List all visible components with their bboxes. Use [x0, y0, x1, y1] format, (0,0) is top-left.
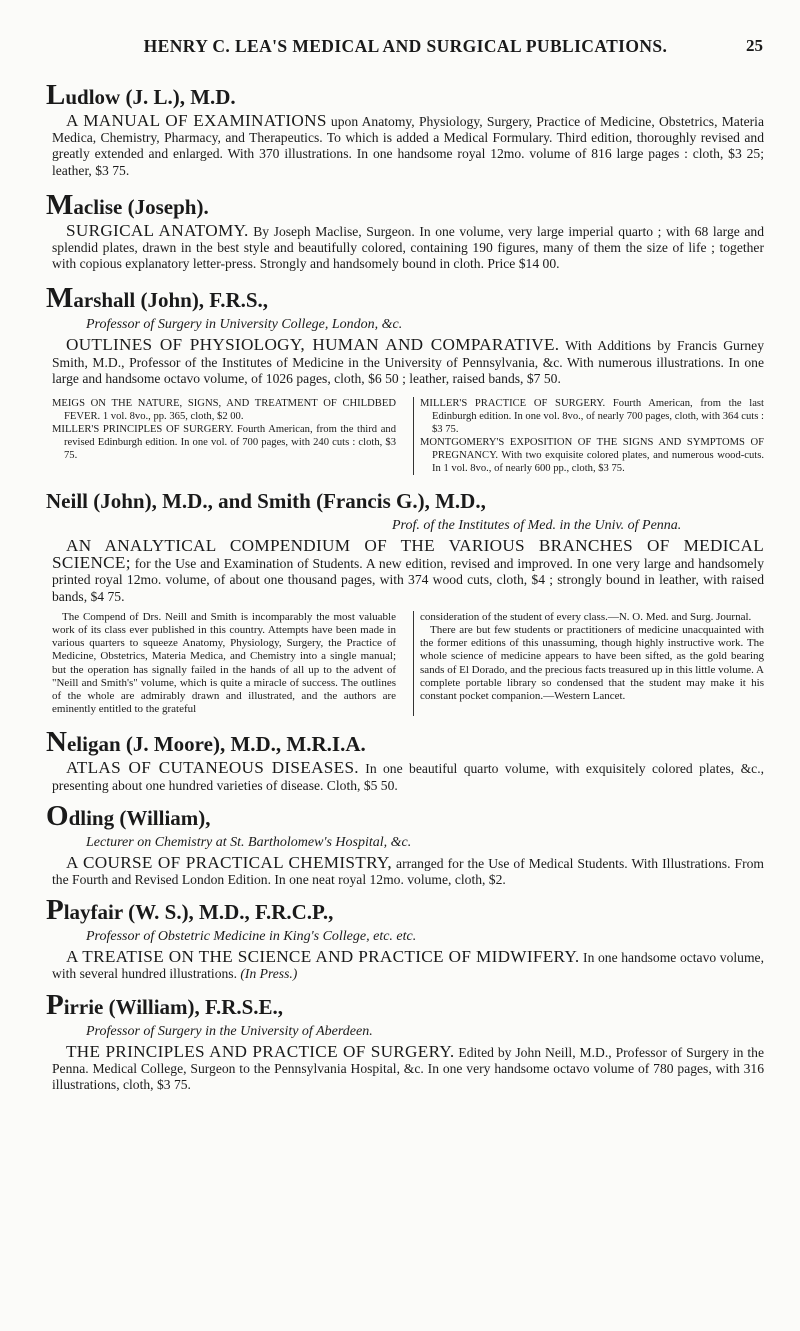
review-left: [52, 611, 404, 717]
book-description: [52, 337, 764, 387]
author-name: dling (William),: [68, 805, 211, 830]
author-name: udlow (J. L.), M.D.: [65, 85, 236, 109]
running-head: [48, 36, 763, 62]
author-name: eligan (J. Moore), M.D., M.R.I.A.: [66, 732, 366, 757]
author-heading: [46, 79, 764, 111]
entry-neill-smith: [46, 489, 764, 716]
book-details: upon Anatomy, Physiology, Surgery, Practice of Medicine, Obstetrics, Materia Medica, Chemistry, Pharmacy, and Therapeutics. To which is added a Medical Formulary. Third edition, thoroughly revised and greatly extended and enlarged. With 370 illustrations. In one handsome royal 12mo. volume of 816 large pages : cloth, $3 25; leather, $3 75.: [52, 114, 764, 178]
author-initial: P: [46, 988, 64, 1021]
short-listings-right: [413, 397, 764, 475]
author-name: arshall (John), F.R.S.,: [73, 288, 269, 313]
catalogue-content: [46, 79, 764, 1093]
listing-item: MILLER'S PRINCIPLES OF SURGERY. Fourth American, from the third and revised Edinburgh edition. In one vol. of 700 pages, with 240 cuts : cloth, $3 75.: [52, 424, 396, 462]
book-title: A MANUAL OF EXAMINATIONS: [66, 111, 327, 130]
review-text: There are but few students or practitioners of medicine unacquainted with the former editions of this unassuming, though highly instructive work. The whole science of medicine appears to have been sifted, as the gold bearing sands of El Dorado, and the precious facts treasured up in this little volume. A complete portable library so condensed that the student may make it his constant pocket companion.—Western Lancet.: [420, 624, 764, 703]
author-initial: N: [46, 726, 67, 759]
book-details: arranged for the Use of Medical Students. With Illustrations. From the Fourth and Revised London Edition. In one neat royal 12mo. volume, cloth, $2.: [52, 855, 764, 888]
book-details: Edited by John Neill, M.D., Professor of Surgery in the Penna. Medical College, Surgeon to the Pennsylvania Hospital, &c. In one very handsome octavo volume of 780 pages, with 316 illustrations, cloth, $3 75.: [52, 1044, 764, 1093]
book-title: A COURSE OF PRACTICAL CHEMISTRY,: [66, 852, 392, 872]
book-description: [52, 538, 764, 605]
author-initial: L: [46, 79, 66, 111]
book-title: OUTLINES OF PHYSIOLOGY, HUMAN AND COMPARATIVE.: [66, 335, 560, 355]
running-title: HENRY C. LEA'S MEDICAL AND SURGICAL PUBLICATIONS.: [143, 36, 668, 56]
entry-marshall: [46, 282, 764, 387]
author-name: aclise (Joseph).: [73, 194, 209, 219]
review-columns: [52, 611, 764, 717]
entry-odling: [46, 799, 764, 888]
author-name: irrie (William), F.R.S.E.,: [63, 994, 284, 1019]
book-description: [52, 220, 764, 273]
author-initial: M: [46, 188, 74, 221]
book-details: In one handsome octavo volume, with several hundred illustrations.: [52, 950, 764, 982]
book-details: In one beautiful quarto volume, with exquisitely colored plates, &c., presenting about one hundred varieties of disease. Cloth, $5 50.: [52, 761, 764, 793]
book-description: [52, 949, 764, 982]
author-position: Professor of Obstetric Medicine in King's College, etc. etc.: [86, 929, 417, 945]
publication-note: (In Press.): [240, 966, 298, 982]
book-details: for the Use and Examination of Students. A new edition, revised and improved. In one very large and handsomely printed royal 12mo. volume, of about one thousand pages, with 374 wood cuts, cloth, $4 ; strongly bound in leather, with raised bands, $4 75.: [52, 556, 764, 604]
entry-ludlow: [46, 79, 764, 179]
book-title: ATLAS OF CUTANEOUS DISEASES.: [66, 758, 359, 778]
author-heading: [46, 894, 764, 927]
page-number: 25: [746, 36, 763, 55]
book-details: By Joseph Maclise, Surgeon. In one volume, very large imperial quarto ; with 68 large and splendid plates, drawn in the best style and beautifully colored, containing 190 figures, many of them the size of life ; together with copious explanatory letter-press. Strongly and handsomely bound in cloth. Price $14 00.: [52, 223, 764, 272]
author-heading: [46, 726, 764, 759]
author-initial: M: [46, 282, 74, 315]
book-description: [52, 113, 764, 179]
book-title: SURGICAL ANATOMY.: [66, 220, 249, 240]
author-name: layfair (W. S.), M.D., F.R.C.P.,: [63, 900, 334, 925]
author-initial: O: [46, 799, 69, 832]
author-position: Professor of Surgery in University College, London, &c.: [86, 317, 403, 333]
author-position: Lecturer on Chemistry at St. Bartholomew's Hospital, &c.: [86, 834, 412, 850]
review-text: The Compend of Drs. Neill and Smith is incomparably the most valuable work of its class ever published in this country. Attempts have been made in various quarters to squeeze Anatomy, Physiology, Surgery, the Practice of Medicine, Obstetrics, Materia Medica, and Chemistry into a single manual; but the operation has signally failed in the hands of all up to the advent of "Neill and Smith's" volume, which is quite a miracle of success. The outlines of the whole are admirably drawn and illustrated, and the authors are eminently entitled to the grateful: [52, 610, 396, 716]
entry-neligan: [46, 726, 764, 793]
book-title: A TREATISE ON THE SCIENCE AND PRACTICE OF MIDWIFERY.: [66, 947, 580, 967]
author-heading: [46, 282, 764, 315]
listing-item: MONTGOMERY'S EXPOSITION OF THE SIGNS AND SYMPTOMS OF PREGNANCY. With two exquisite colored plates, and numerous wood-cuts. In 1 vol. 8vo., of nearly 600 pp., cloth, $3 75.: [420, 437, 764, 475]
book-description: [52, 852, 764, 888]
author-position: Prof. of the Institutes of Med. in the Univ. of Penna.: [392, 518, 682, 534]
entry-playfair: [46, 894, 764, 982]
book-details: With Additions by Francis Gurney Smith, M.D., Professor of the Institutes of Medicine in the University of Pennsylvania, &c. With numerous illustrations. In one large and handsome octavo volume, of 1026 pages, cloth, $6 50 ; leather, raised bands, $7 50.: [52, 338, 764, 386]
entry-pirrie: [46, 988, 764, 1094]
review-text: consideration of the student of every class.—N. O. Med. and Surg. Journal.: [420, 610, 752, 623]
author-heading: [46, 799, 764, 832]
author-heading: [46, 988, 764, 1021]
listing-item: MILLER'S PRACTICE OF SURGERY. Fourth American, from the last Edinburgh edition. In one vol. 8vo., of nearly 700 pages, cloth, with 364 cuts : $3 75.: [420, 398, 764, 436]
review-right: [413, 611, 764, 717]
book-title: THE PRINCIPLES AND PRACTICE OF SURGERY.: [66, 1041, 455, 1061]
listing-item: MEIGS ON THE NATURE, SIGNS, AND TREATMENT OF CHILDBED FEVER. 1 vol. 8vo., pp. 365, cloth, $2 00.: [52, 398, 396, 423]
book-title: AN ANALYTICAL COMPENDIUM OF THE VARIOUS BRANCHES OF MEDICAL SCIENCE;: [52, 536, 764, 573]
book-description: [52, 1041, 764, 1094]
entry-maclise: [46, 188, 764, 273]
book-description: [52, 760, 764, 793]
author-initial: P: [46, 894, 64, 927]
author-position: Professor of Surgery in the University of Aberdeen.: [86, 1023, 373, 1039]
author-heading: [46, 188, 764, 221]
short-listings-left: [52, 397, 404, 475]
short-listings: [52, 397, 764, 475]
author-heading: Neill (John), M.D., and Smith (Francis G.), M.D.,: [46, 489, 486, 514]
